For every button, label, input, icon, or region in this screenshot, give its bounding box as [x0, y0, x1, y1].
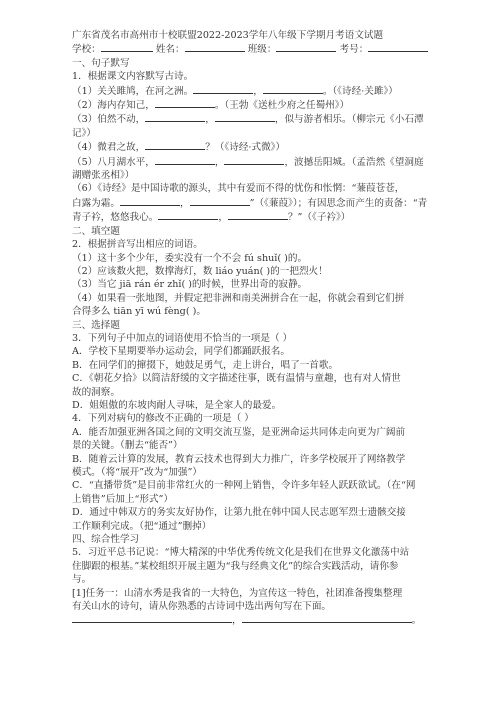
q1-item-2-source: 。（王勃《送杜少府之任蜀州》） — [214, 100, 350, 112]
section-heading-1: 一、句子默写 — [72, 57, 130, 69]
q1-item-5-source: ，波撼岳阳城。（孟浩然《望洞庭 — [284, 156, 424, 168]
q1-item-4 — [72, 140, 438, 154]
q1-item-6-source: ”（《蒹葭》）；有因思念而产生的责备：“青 — [249, 197, 428, 209]
q1-item-4-text: （4）微君之故， — [72, 142, 146, 154]
q1-item-1-sep: ， — [253, 85, 263, 97]
q1-item-5-text: （5）八月湖水平， — [72, 156, 155, 168]
q5-text-3: 与。 — [72, 574, 92, 586]
q3-option-d[interactable]: D．姐姐傲的东坡肉耐人寻味，是全家人的最爱。 — [72, 399, 282, 411]
q2-item-3: （3）当它 jiā rán ér zhǐ( )的时候，世界出奇的寂静。 — [72, 279, 308, 291]
answer-blank[interactable] — [145, 112, 205, 122]
q2-item-4: （4）如果看一张地图，并假定把非洲和南美洲拼合在一起，你就会看到它们拼 — [72, 292, 405, 304]
answer-blank[interactable] — [155, 155, 215, 165]
school-field[interactable] — [101, 42, 153, 52]
q1-item-6-cont2 — [72, 210, 438, 224]
q4-option-a[interactable]: A．能否加强亚洲各国之间的文明交流互鉴，是亚洲命运共同体走向更为广阔前 — [72, 426, 406, 438]
q4-option-b-cont: 模式。（将“展开”改为“加强”） — [72, 467, 202, 478]
q2-item-2: （2）应该数火把，数撑海灯，数 liáo yuán( )的一把烈火！ — [72, 265, 328, 277]
exam-title: 广东省茂名市高州市十校联盟2022-2023学年八年级下学期月考语文试题 — [72, 30, 384, 41]
answer-blank[interactable] — [263, 84, 323, 94]
q1-item-6-text2: 青子衿，悠悠我心。 — [72, 212, 159, 224]
q3-option-c[interactable]: C．《朝花夕拾》以简洁舒缓的文字描述往事，既有温情与童趣，也有对人情世 — [72, 373, 401, 385]
q1-item-5-sep: ， — [214, 156, 225, 168]
q2-item-1: （1）这十多个少年，委实没有一个不会 fú shuǐ( )的。 — [72, 252, 308, 264]
exam-no-field[interactable] — [368, 42, 428, 52]
q4-option-d[interactable]: D．通过中韩双方的务实友好协作，让第九批在韩中国人民志愿军烈士遗骸交接 — [72, 507, 406, 519]
q3-option-a[interactable]: A．学校下星期要举办运动会，同学们都踊跃报名。 — [72, 346, 290, 358]
section-heading-4: 四、综合性学习 — [72, 534, 140, 546]
q4-option-c-cont: 上销售”后加上“形式”） — [72, 493, 174, 505]
q5-answer-sep: ， — [232, 615, 242, 627]
answer-blank[interactable] — [145, 140, 205, 150]
answer-blank[interactable] — [155, 98, 215, 108]
school-label: 学校： — [72, 44, 101, 56]
answer-blank[interactable] — [193, 84, 253, 94]
q1-item-4-source: ？（《诗经·式微》） — [205, 142, 286, 154]
q5-task-1-cont: 有关山水的诗句，请从你熟悉的古诗词中选出两句写在下面。 — [72, 601, 332, 613]
q1-item-1-text: （1）关关雎鸠，在河之洲。 — [72, 85, 194, 97]
q3-option-c-cont: 故的洞察。 — [72, 386, 120, 398]
q1-item-6-sep2: ， — [218, 212, 228, 224]
q1-item-6-text: 白露为霜。 — [72, 197, 120, 209]
q2-item-4-cont: 合得多么 tiān yī wú fèng( )。 — [72, 306, 206, 318]
q1-item-3-sep: ， — [205, 114, 215, 126]
q4-stem: 4．下列对病句的修改不正确的一项是（ ） — [72, 413, 254, 425]
q1-item-3 — [72, 112, 438, 126]
q1-item-2-text: （2）海内存知己， — [72, 100, 155, 112]
name-label: 姓名： — [155, 44, 185, 56]
q3-option-b[interactable]: B．在同学们的撺掇下，她鼓足勇气，走上讲台，唱了一首歌。 — [72, 359, 339, 371]
answer-blank[interactable] — [120, 196, 180, 206]
answer-blank[interactable] — [242, 613, 412, 623]
q1-item-3-source: ，似与游者相乐。（柳宗元《小石潭 — [274, 114, 424, 126]
class-label: 班级： — [247, 44, 277, 56]
section-heading-2: 二、填空题 — [72, 225, 120, 237]
q5-answer-end: 。 — [411, 615, 422, 627]
q1-item-3-text: （3）伯然不动， — [72, 114, 146, 126]
q1-item-1 — [72, 84, 438, 98]
q1-item-5-cont: 湖赠张丞相》） — [72, 170, 135, 182]
q5-text-2: 住脚跟的根基。”某校组织开展主题为“我与经典文化”的综合实践活动，请你参 — [72, 560, 399, 572]
answer-blank[interactable] — [190, 196, 250, 206]
q1-item-6-cont — [72, 196, 438, 210]
q3-stem: 3．下列句子中加点的词语使用不恰当的一项是（ ） — [72, 332, 293, 344]
q2-stem: 2．根据拼音写出相应的词语。 — [72, 239, 203, 251]
q4-option-a-cont: 景的关键。（删去“能否”） — [72, 440, 183, 452]
q5-answer-row — [72, 613, 438, 627]
student-info-row — [72, 42, 438, 56]
answer-blank[interactable] — [228, 210, 288, 220]
q4-option-c[interactable]: C．“直播带货”是目前非常红火的一种网上销售，令许多年轻人跃跃欲试。（在“网 — [72, 480, 416, 492]
class-field[interactable] — [276, 42, 336, 52]
q1-item-6-source2: ？”（《子衿》） — [287, 212, 351, 224]
exam-no-label: 考号： — [339, 44, 369, 56]
q1-item-5 — [72, 155, 438, 169]
q1-item-6-sep: ， — [179, 197, 190, 209]
q4-option-b[interactable]: B．随着云计算的发展，教育云技术也得到大力推广，许多学校展开了网络教学 — [72, 453, 406, 465]
answer-blank[interactable] — [158, 210, 218, 220]
q4-option-d-cont: 工作顺利完成。（把“通过”删掉） — [72, 520, 212, 532]
q1-item-3-cont: 记》） — [72, 127, 96, 139]
q5-text-1: 5．习近平总书记说：“博大精深的中华优秀传统文化是我们在世界文化激荡中站 — [72, 547, 410, 559]
q5-task-1: [1]任务一：山清水秀是我省的一大特色，为宣传这一特色，社团准备搜集整理 — [72, 587, 403, 599]
q1-item-6: （6）《诗经》是中国诗歌的源头，其中有爱而不得的忧伤和怅惘：“蒹葭苍苍， — [72, 183, 405, 195]
name-field[interactable] — [185, 42, 245, 52]
q1-item-1-source: 。（《诗经·关雎》） — [322, 85, 398, 97]
q1-stem: 1．根据课文内容默写古诗。 — [72, 71, 194, 83]
section-heading-3: 三、选择题 — [72, 319, 120, 331]
answer-blank[interactable] — [224, 155, 284, 165]
q1-item-2 — [72, 98, 438, 112]
answer-blank[interactable] — [215, 112, 275, 122]
answer-blank[interactable] — [72, 613, 232, 623]
